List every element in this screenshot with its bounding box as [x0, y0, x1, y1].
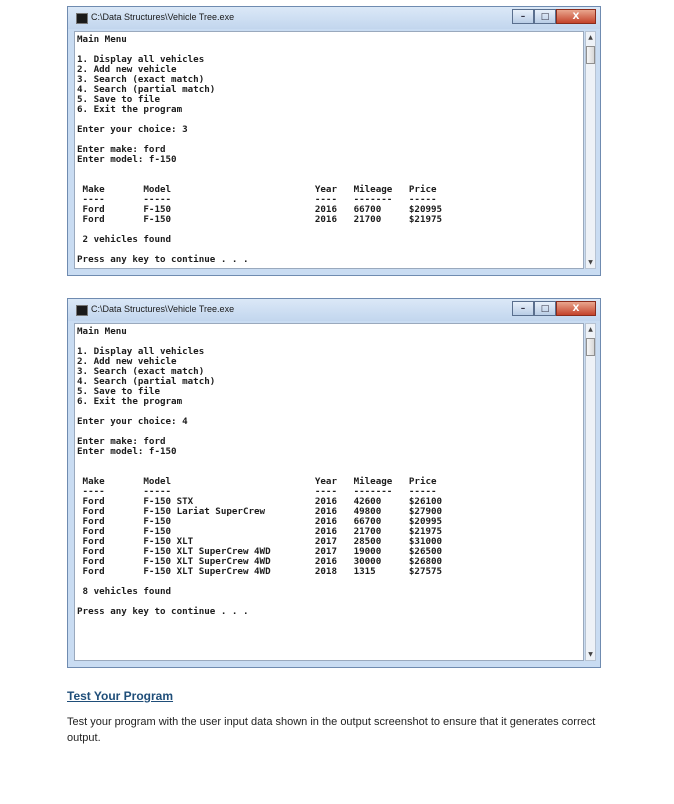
section-body: Test your program with the user input data shown in the output screenshot to ensure that it generates correct output.: [67, 716, 596, 744]
vertical-scrollbar[interactable]: [585, 31, 596, 269]
scroll-thumb[interactable]: [586, 338, 595, 356]
close-button[interactable]: X: [556, 301, 596, 316]
scroll-up-arrow-icon[interactable]: ▲: [588, 34, 593, 41]
window-titlebar[interactable]: [68, 7, 600, 29]
console-window-1: [67, 6, 601, 276]
scroll-down-arrow-icon[interactable]: ▼: [588, 651, 593, 658]
window-controls: [512, 9, 596, 24]
scroll-down-arrow-icon[interactable]: ▼: [588, 259, 593, 266]
window-title: C:\Data Structures\Vehicle Tree.exe: [91, 12, 235, 22]
console-app-icon: [76, 13, 88, 24]
maximize-button[interactable]: □: [534, 9, 556, 24]
console-output[interactable]: [74, 323, 584, 661]
console-text: Main Menu 1. Display all vehicles 2. Add new vehicle 3. Search (exact match) 4. Search (partial match) 5. Save to file 6. Exit the program Enter your choice: 3 Enter make: ford Enter model: f-150 Make Model Year Mileage Price ---- ----- ---- ------- ----- Ford F-150 2016 66700 $20995 Ford F-150 2016 21700 $21975 2 vehicles found Press any key to continue . . .: [77, 34, 443, 265]
window-title: C:\Data Structures\Vehicle Tree.exe: [91, 304, 235, 314]
console-app-icon: [76, 305, 88, 316]
close-button[interactable]: X: [556, 9, 596, 24]
minimize-button[interactable]: –: [512, 9, 534, 24]
console-text: Main Menu 1. Display all vehicles 2. Add new vehicle 3. Search (exact match) 4. Search (partial match) 5. Save to file 6. Exit the program Enter your choice: 4 Enter make: ford Enter model: f-150 Make Model Year Mileage Price ---- ----- ---- ------- ----- Ford F-150 STX 2016 42600 $26100 Ford F-150 Lariat SuperCrew 2016 49800 $27900 Ford F-150 2016 66700 $20995 Ford F-150 2016 21700 $21975 Ford F-150 XLT 2017 28500 $31000 Ford F-150 XLT SuperCrew 4WD 2017 19000 $26500 Ford F-150 XLT SuperCrew 4WD 2016 30000 $26800 Ford F-150 XLT SuperCrew 4WD 2018 1315 $27575 8 vehicles found Press any key to continue . . .: [77, 326, 443, 617]
vertical-scrollbar[interactable]: [585, 323, 596, 661]
scroll-thumb[interactable]: [586, 46, 595, 64]
maximize-button[interactable]: □: [534, 301, 556, 316]
window-titlebar[interactable]: [68, 299, 600, 321]
section-heading: Test Your Program: [67, 689, 174, 703]
window-controls: [512, 301, 596, 316]
console-output[interactable]: [74, 31, 584, 269]
scroll-up-arrow-icon[interactable]: ▲: [588, 326, 593, 333]
minimize-button[interactable]: –: [512, 301, 534, 316]
console-window-2: [67, 298, 601, 668]
